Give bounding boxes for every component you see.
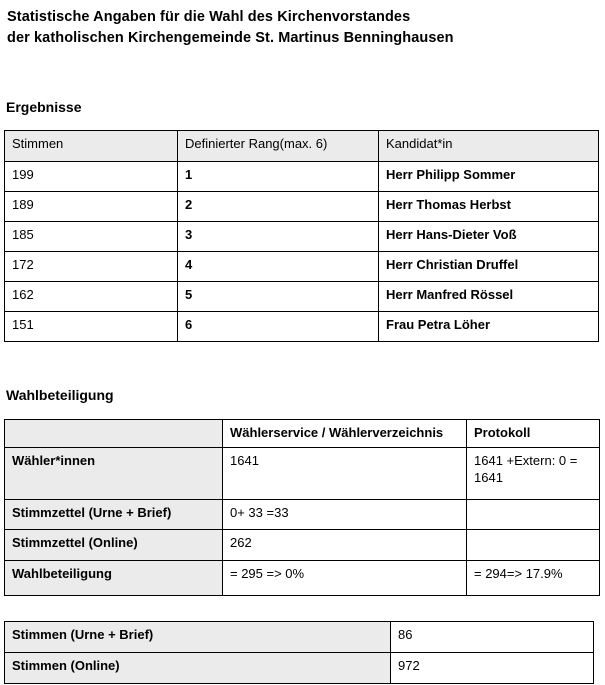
results-row [5,162,599,192]
results-header-kandidat: Kandidat*in [379,131,599,162]
turnout-service-cell: = 295 => 0% [223,561,467,596]
turnout-header-protokoll: Protokoll [467,420,600,448]
results-row [5,222,599,252]
rang-cell: 4 [178,252,379,282]
turnout-label-cell: Wähler*innen [5,448,223,500]
votes-label-cell: Stimmen (Urne + Brief) [5,622,391,653]
title-line-2: der katholischen Kirchengemeinde St. Martinus Benninghausen [7,30,454,46]
turnout-row [5,561,600,596]
kandidat-cell: Frau Petra Löher [379,312,599,342]
votes-row [5,653,594,684]
turnout-header-empty [5,420,223,448]
votes-summary-table [4,621,594,684]
turnout-label-cell: Wahlbeteiligung [5,561,223,596]
results-table [4,130,599,342]
kandidat-cell: Herr Manfred Rössel [379,282,599,312]
rang-cell: 6 [178,312,379,342]
kandidat-cell: Herr Thomas Herbst [379,192,599,222]
turnout-protokoll-cell: 1641 +Extern: 0 = 1641 [467,448,600,500]
results-section-heading: Ergebnisse [6,99,82,115]
turnout-protokoll-cell [467,530,600,561]
rang-cell: 1 [178,162,379,192]
turnout-section-heading: Wahlbeteiligung [6,387,114,403]
votes-label-cell: Stimmen (Online) [5,653,391,684]
kandidat-cell: Herr Hans-Dieter Voß [379,222,599,252]
votes-value-cell: 972 [391,653,594,684]
turnout-service-cell: 0+ 33 =33 [223,500,467,530]
stimmen-cell: 162 [5,282,178,312]
results-header-stimmen: Stimmen [5,131,178,162]
rang-cell: 5 [178,282,379,312]
turnout-service-cell: 1641 [223,448,467,500]
results-row [5,282,599,312]
results-header-row [5,131,599,162]
votes-value-cell: 86 [391,622,594,653]
results-row [5,252,599,282]
turnout-header-row [5,420,600,448]
votes-row [5,622,594,653]
results-header-rang: Definierter Rang(max. 6) [178,131,379,162]
results-row [5,312,599,342]
stimmen-cell: 185 [5,222,178,252]
turnout-label-cell: Stimmzettel (Urne + Brief) [5,500,223,530]
turnout-service-cell: 262 [223,530,467,561]
rang-cell: 2 [178,192,379,222]
turnout-row [5,530,600,561]
turnout-table [4,419,600,596]
stimmen-cell: 189 [5,192,178,222]
turnout-label-cell: Stimmzettel (Online) [5,530,223,561]
turnout-protokoll-cell [467,500,600,530]
kandidat-cell: Herr Christian Druffel [379,252,599,282]
kandidat-cell: Herr Philipp Sommer [379,162,599,192]
stimmen-cell: 172 [5,252,178,282]
results-row [5,192,599,222]
stimmen-cell: 199 [5,162,178,192]
title-line-1: Statistische Angaben für die Wahl des Kirchenvorstandes [7,9,411,25]
page-title [7,7,605,49]
rang-cell: 3 [178,222,379,252]
stimmen-cell: 151 [5,312,178,342]
turnout-row [5,448,600,500]
turnout-row [5,500,600,530]
turnout-protokoll-cell: = 294=> 17.9% [467,561,600,596]
turnout-header-service: Wählerservice / Wählerverzeichnis [223,420,467,448]
